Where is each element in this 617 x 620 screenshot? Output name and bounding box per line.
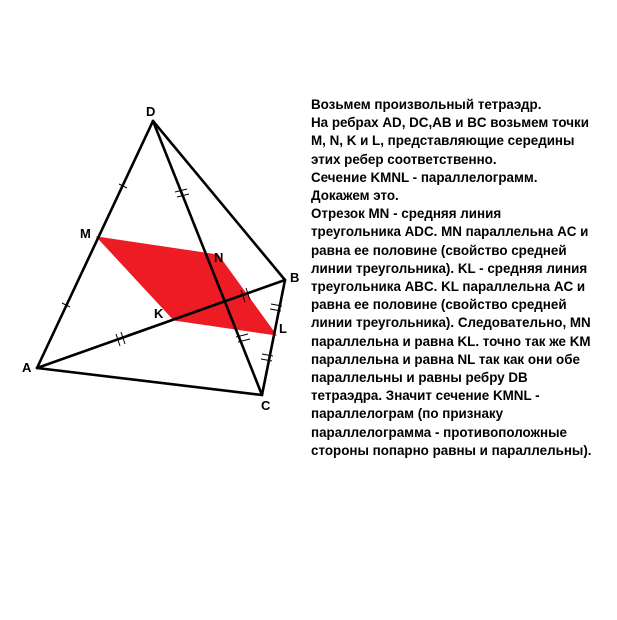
proof-line: параллелограм (по признаку [311,406,504,422]
proof-line: Возьмем произвольный тетраэдр. [311,97,542,112]
proof-line: параллельны и равны ребру DB [311,370,528,386]
proof-line: треугольника ADC. MN параллельна AC и [311,224,589,240]
proof-line: треугольника ABC. KL параллельна AC и [311,279,586,295]
proof-line: параллельна и равна NL так как они обе [311,351,580,367]
proof-line: параллельна и равна KL. точно так же KM [311,333,591,349]
label-n: N [214,250,224,265]
proof-line: стороны попарно равны и параллельны). [311,442,592,458]
label-d: D [146,104,156,119]
proof-line: равна ее половине (свойство средней [311,297,567,313]
edge-ac [37,368,262,395]
proof-line: параллелограмма - противоположные [311,424,568,440]
label-m: M [80,226,91,241]
proof-text [311,96,613,460]
label-b: B [290,270,300,285]
label-a: A [22,360,32,375]
label-l: L [279,321,287,336]
proof-line: Сечение KMNL - параллелограмм. [311,169,538,185]
section-kmnl [97,237,276,335]
proof-line: На ребрах AD, DC,AB и BC возьмем точки [311,115,589,131]
proof-line: Отрезок MN - средняя линия [311,206,502,222]
edge-bc [262,280,285,395]
label-c: C [261,398,271,413]
proof-line: равна ее половине (свойство средней [311,242,567,258]
proof-line: линии треугольника). KL - средняя линия [311,260,588,276]
label-k: K [154,306,164,321]
proof-line: этих ребер соответственно. [311,151,497,167]
proof-line: M, N, K и L, представляющие середины [311,133,575,149]
proof-line: линии треугольника). Следовательно, MN [311,315,591,331]
proof-line: тетраэдра. Значит сечение KMNL - [311,388,540,404]
proof-line: Докажем это. [311,188,399,204]
